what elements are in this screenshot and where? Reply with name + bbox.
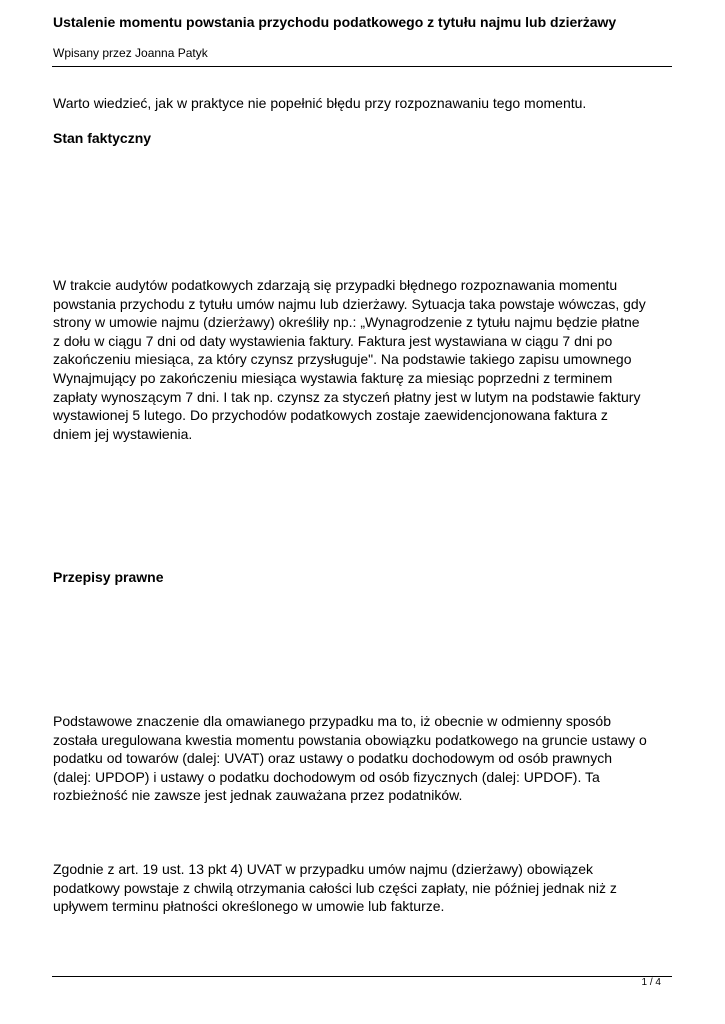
text-line: podatkowy powstaje z chwilą otrzymania całości lub części zapłaty, nie później jednak niż z bbox=[53, 879, 617, 896]
text-line: zapłaty wynoszącym 7 dni. I tak np. czynsz za styczeń płatny jest w lutym na podstawie faktury bbox=[53, 388, 641, 405]
heading-stan-faktyczny: Stan faktyczny bbox=[53, 130, 152, 146]
author-line: Wpisany przez Joanna Patyk bbox=[53, 46, 208, 60]
paragraph-przepisy-2 bbox=[53, 860, 693, 916]
intro-paragraph: Warto wiedzieć, jak w praktyce nie popełnić błędu przy rozpoznawaniu tego momentu. bbox=[53, 95, 587, 111]
text-line: upływem terminu płatności określonego w umowie lub fakturze. bbox=[53, 898, 445, 915]
text-line: (dalej: UPDOP) i ustawy o podatku dochodowym od osób fizycznych (dalej: UPDOF). Ta bbox=[53, 768, 600, 785]
text-line: Zgodnie z art. 19 ust. 13 pkt 4) UVAT w przypadku umów najmu (dzierżawy) obowiązek bbox=[53, 861, 594, 877]
text-line: Podstawowe znaczenie dla omawianego przypadku ma to, iż obecnie w odmienny sposób bbox=[53, 713, 611, 729]
heading-przepisy-prawne: Przepisy prawne bbox=[53, 569, 164, 585]
text-line: zakończeniu miesiąca, za który czynsz przysługuje". Na podstawie takiego zapisu umownego bbox=[53, 351, 632, 368]
header-divider bbox=[52, 66, 672, 67]
page-number: 1 / 4 bbox=[641, 977, 661, 988]
paragraph-przepisy-1 bbox=[53, 712, 693, 805]
text-line: wystawionej 5 lutego. Do przychodów podatkowych zostaje zaewidencjonowana faktura z bbox=[53, 407, 608, 424]
text-line: strony w umowie najmu (dzierżawy) określiły np.: „Wynagrodzenie z tytułu najmu będzie płatne bbox=[53, 314, 640, 331]
text-line: dniem jej wystawienia. bbox=[53, 425, 193, 442]
paragraph-stan-faktyczny bbox=[53, 276, 693, 443]
text-line: z dołu w ciągu 7 dni od daty wystawienia faktury. Faktura jest wystawiana w ciągu 7 dni po bbox=[53, 332, 613, 349]
footer-divider bbox=[52, 976, 672, 977]
text-line: powstania przychodu z tytułu umów najmu lub dzierżawy. Sytuacja taka powstaje wówczas, gdy bbox=[53, 295, 646, 312]
text-line: W trakcie audytów podatkowych zdarzają się przypadki błędnego rozpoznawania momentu bbox=[53, 277, 618, 293]
text-line: Wynajmujący po zakończeniu miesiąca wystawia fakturę za miesiąc poprzedni z terminem bbox=[53, 369, 613, 386]
text-line: rozbieżność nie zawsze jest jednak zauważana przez podatników. bbox=[53, 787, 463, 804]
text-line: podatku od towarów (dalej: UVAT) oraz ustawy o podatku dochodowym od osób prawnych bbox=[53, 750, 613, 767]
document-title: Ustalenie momentu powstania przychodu podatkowego z tytułu najmu lub dzierżawy bbox=[53, 14, 617, 30]
text-line: została uregulowana kwestia momentu powstania obowiązku podatkowego na gruncie ustawy o bbox=[53, 731, 647, 748]
